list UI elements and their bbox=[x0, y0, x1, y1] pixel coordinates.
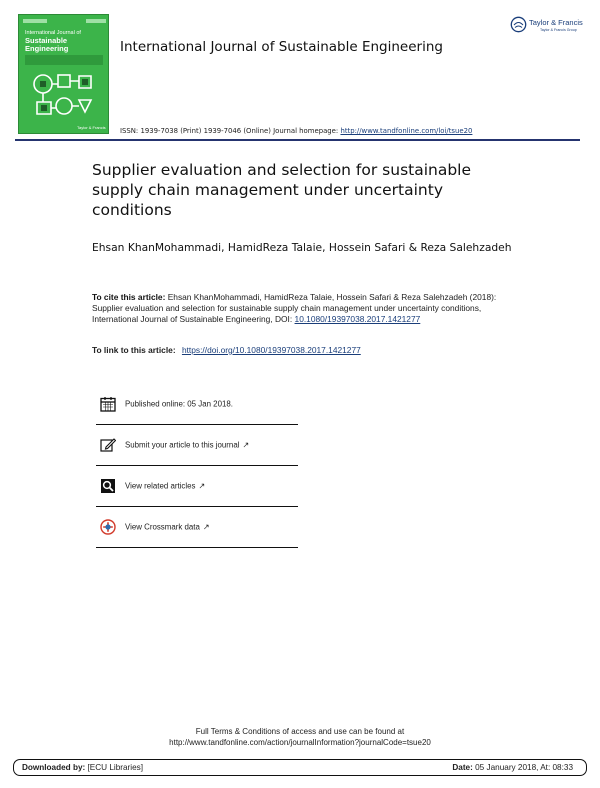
cover-illustration bbox=[29, 70, 99, 122]
related-articles-label: View related articles bbox=[125, 481, 196, 491]
terms-line: Full Terms & Conditions of access and use can be found at bbox=[195, 727, 405, 736]
cover-small-title: International Journal of bbox=[25, 30, 81, 36]
journal-homepage-link[interactable]: http://www.tandfonline.com/loi/tsue20 bbox=[340, 127, 473, 135]
crossmark-icon bbox=[100, 519, 116, 535]
citation-label: To cite this article: bbox=[92, 292, 166, 302]
downloaded-by-value: [ECU Libraries] bbox=[87, 763, 144, 772]
cover-title bbox=[25, 31, 105, 53]
link-label: To link to this article: bbox=[92, 345, 176, 355]
submit-article-link[interactable] bbox=[125, 441, 249, 450]
external-link-icon: ↗ bbox=[202, 522, 210, 532]
journal-cover-image[interactable] bbox=[18, 14, 109, 134]
downloaded-by-label: Downloaded by: bbox=[22, 763, 86, 772]
external-link-icon: ↗ bbox=[242, 440, 250, 450]
terms-notice bbox=[0, 726, 600, 748]
article-authors: Ehsan KhanMohammadi, HamidReza Talaie, Hossein Safari & Reza Salehzadeh bbox=[92, 241, 512, 254]
crossmark-item[interactable] bbox=[96, 507, 298, 548]
journal-title[interactable]: International Journal of Sustainable Engineering bbox=[120, 39, 443, 55]
pencil-icon bbox=[100, 437, 116, 453]
taylor-francis-logo[interactable] bbox=[510, 16, 588, 36]
download-info-bar bbox=[13, 759, 587, 776]
crossmark-label: View Crossmark data bbox=[125, 522, 200, 532]
download-date-value: 05 January 2018, At: 08:33 bbox=[475, 763, 573, 772]
search-icon bbox=[100, 478, 116, 494]
cover-band bbox=[25, 55, 103, 65]
taylor-francis-logo-icon bbox=[510, 16, 527, 33]
related-articles-item[interactable] bbox=[96, 466, 298, 507]
citation-text: Ehsan KhanMohammadi, HamidReza Talaie, Hossein Safari & Reza Salehzadeh (2018): Supplier evaluation and selection for sustainable supply chain management under uncertainty conditions, International Journal of Sustainable Engineering, DOI: bbox=[92, 292, 497, 324]
submit-article-label: Submit your article to this journal bbox=[125, 440, 240, 450]
external-link-icon: ↗ bbox=[198, 481, 206, 491]
download-date bbox=[452, 763, 573, 772]
citation-doi[interactable]: 10.1080/19397038.2017.1421277 bbox=[294, 314, 421, 324]
article-link-line bbox=[92, 345, 361, 355]
published-online-label: Published online: 05 Jan 2018. bbox=[125, 399, 233, 409]
article-title: Supplier evaluation and selection for sustainable supply chain management under uncertainty conditions bbox=[92, 161, 472, 219]
publisher-name: Taylor & Francis bbox=[529, 18, 583, 27]
publisher-subtitle: Taylor & Francis Group bbox=[540, 28, 577, 32]
cover-publisher-mark: Taylor & Francis bbox=[77, 125, 106, 130]
article-actions bbox=[96, 384, 298, 548]
calendar-icon bbox=[100, 396, 116, 412]
published-online-item bbox=[96, 384, 298, 425]
terms-url[interactable]: http://www.tandfonline.com/action/journalInformation?journalCode=tsue20 bbox=[169, 738, 431, 747]
download-date-label: Date: bbox=[452, 763, 473, 772]
article-doi-link[interactable]: https://doi.org/10.1080/19397038.2017.1421277 bbox=[181, 345, 361, 355]
header-divider bbox=[15, 139, 580, 141]
related-articles-link[interactable] bbox=[125, 482, 205, 491]
cover-top-strip bbox=[23, 19, 106, 25]
issn-line bbox=[120, 127, 472, 135]
cover-big-title: Sustainable Engineering bbox=[25, 35, 69, 53]
downloaded-by bbox=[22, 763, 143, 772]
crossmark-link[interactable] bbox=[125, 523, 210, 532]
submit-article-item[interactable] bbox=[96, 425, 298, 466]
issn-text: ISSN: 1939-7038 (Print) 1939-7046 (Online) Journal homepage: bbox=[120, 127, 339, 135]
citation-block bbox=[92, 292, 522, 325]
